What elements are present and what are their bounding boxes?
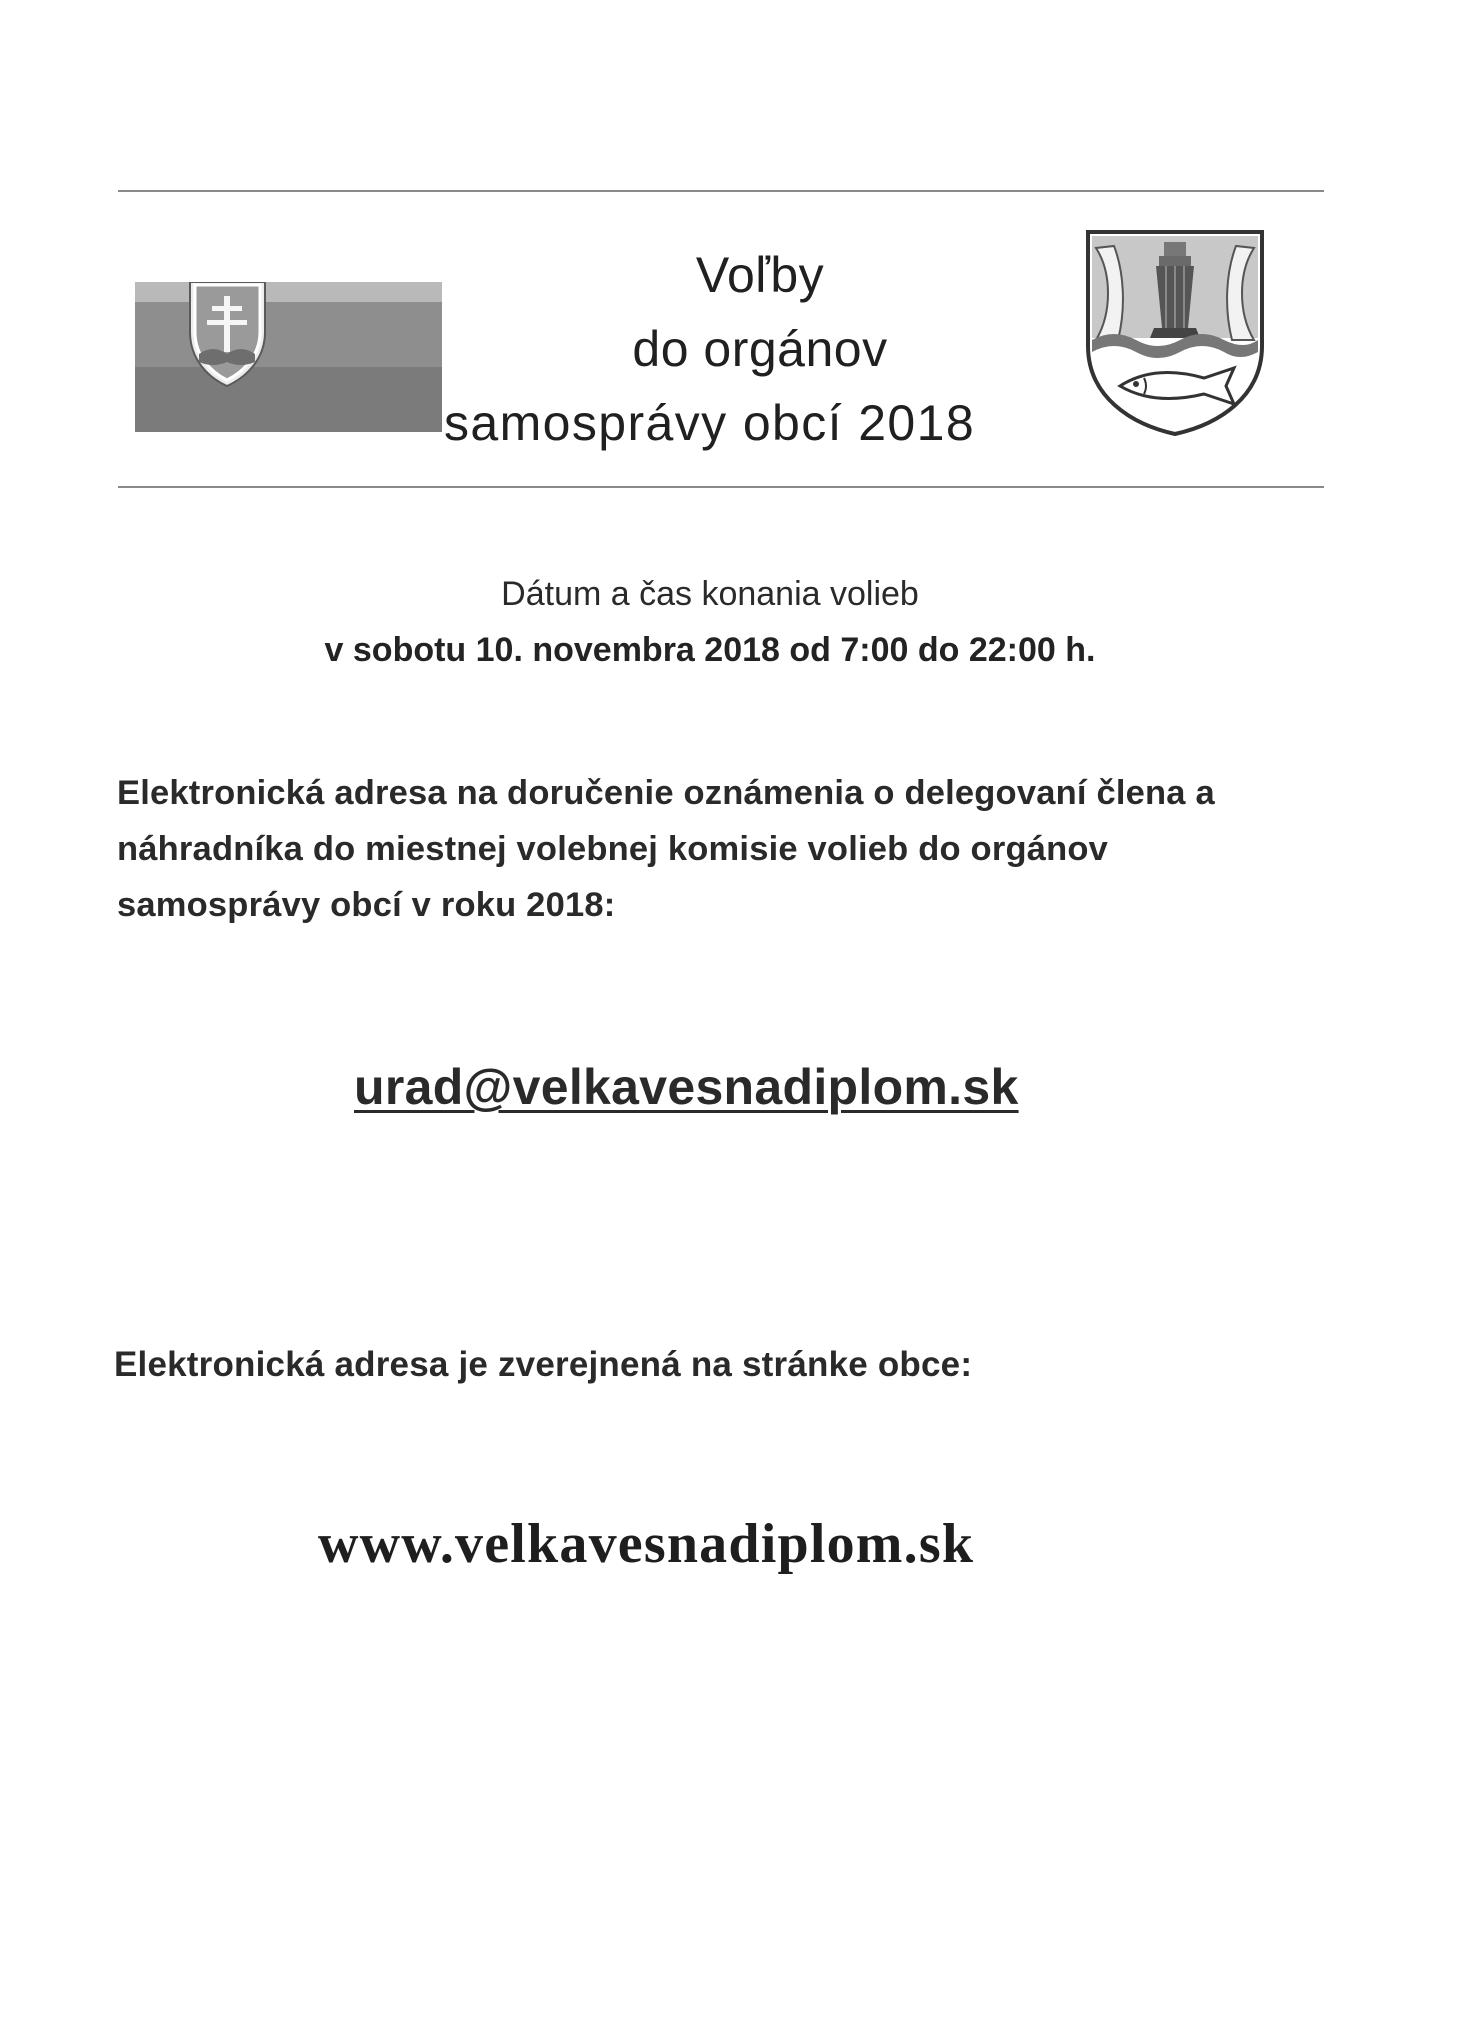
delegation-email-link[interactable]: urad@velkavesnadiplom.sk <box>354 1059 1019 1115</box>
municipal-coat-of-arms-icon <box>1084 228 1266 438</box>
election-title <box>440 238 1080 460</box>
election-date-value: v sobotu 10. novembra 2018 od 7:00 do 22:00 h. <box>324 631 1096 669</box>
title-line-1: Voľby <box>695 247 825 303</box>
election-date-section <box>200 566 1220 678</box>
slovak-flag-icon <box>135 282 442 432</box>
election-date-label: Dátum a čas konania volieb <box>501 575 919 613</box>
top-divider <box>118 190 1324 192</box>
title-line-3: samosprávy obcí 2018 <box>444 395 976 451</box>
title-line-2: do orgánov <box>632 321 888 377</box>
bottom-divider <box>118 486 1324 488</box>
delegation-notice-paragraph: Elektronická adresa na doručenie oznámenia o delegovaní člena a náhradníka do miestnej volebnej komisie volieb do orgánov samosprávy obcí v roku 2018: <box>117 774 1215 924</box>
municipality-website-link[interactable]: www.velkavesnadiplom.sk <box>318 1513 975 1575</box>
publication-label: Elektronická adresa je zverejnená na stránke obce: <box>114 1345 973 1384</box>
